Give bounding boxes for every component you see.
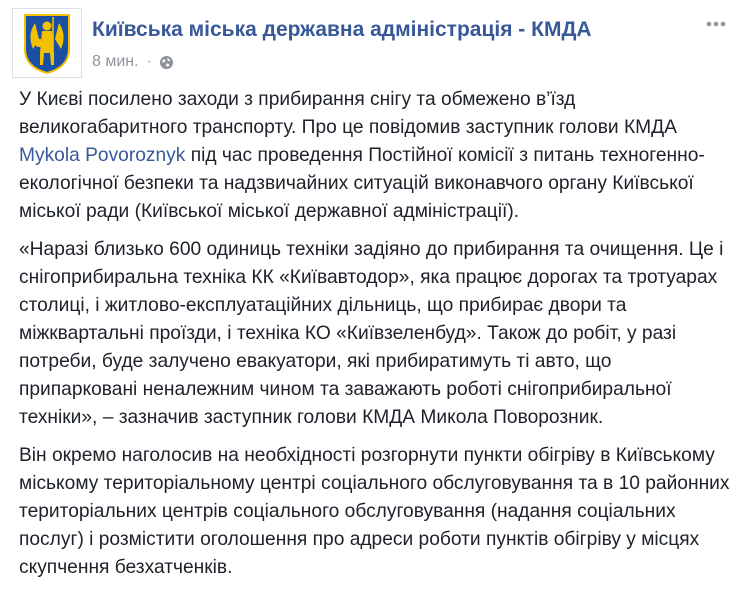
post-paragraph-3: Він окремо наголосив на необхідності розгорнути пункти обігріву в Київському міському територіальному центрі соціального обслуговування та в 10 районних територіальних центрів соціального обслуговування (надання соціальних послуг) і розмістити оголошення про адреси роботи пунктів обігріву у місцях скупчення безхатченків. <box>19 445 730 578</box>
post-paragraph-1 <box>19 86 731 226</box>
post-meta <box>92 53 174 71</box>
post-paragraph-2: «Наразі близько 600 одиниць техніки задіяно до прибирання та очищення. Це і снігоприбиральна техніка КК «Київавтодор», яка працює дорогах та тротуарах столиці, і житлово-експлуатаційних дільниць, що прибирає двори та міжквартальні проїзди, і техніка КО «Київзеленбуд». Також до робіт, у разі потреби, буде залучено евакуатори, які прибиратимуть ті авто, що припарковані неналежним чином та заважають роботі снігоприбиральної техніки», – зазначив заступник голови КМДА Микола Поворозник. <box>19 239 724 428</box>
paragraph-text: У Києві посилено заходи з прибирання снігу та обмежено в’їзд великогабаритного транспорту. Про це повідомив заступник голови КМДА <box>19 89 677 138</box>
meta-separator: · <box>146 53 152 70</box>
globe-icon[interactable] <box>159 55 174 70</box>
paragraph-text: під час проведення Постійної комісії з питань техногенно-екологічної безпеки та надзвичайних ситуацій виконавчого органу Київської міської ради (Київської міської державної адміністрації). <box>19 145 705 222</box>
mention-link-mykola-povoroznyk[interactable]: Mykola Povoroznyk <box>19 145 186 166</box>
post-timestamp[interactable]: 8 мин. <box>92 53 139 70</box>
more-options-icon[interactable] <box>705 18 727 30</box>
kyiv-coat-of-arms-icon <box>13 9 81 77</box>
page-avatar[interactable] <box>12 8 82 78</box>
page-name-link[interactable]: Київська міська державна адміністрація - КМДА <box>92 18 592 41</box>
post-content <box>19 86 731 592</box>
post-header <box>12 8 729 78</box>
